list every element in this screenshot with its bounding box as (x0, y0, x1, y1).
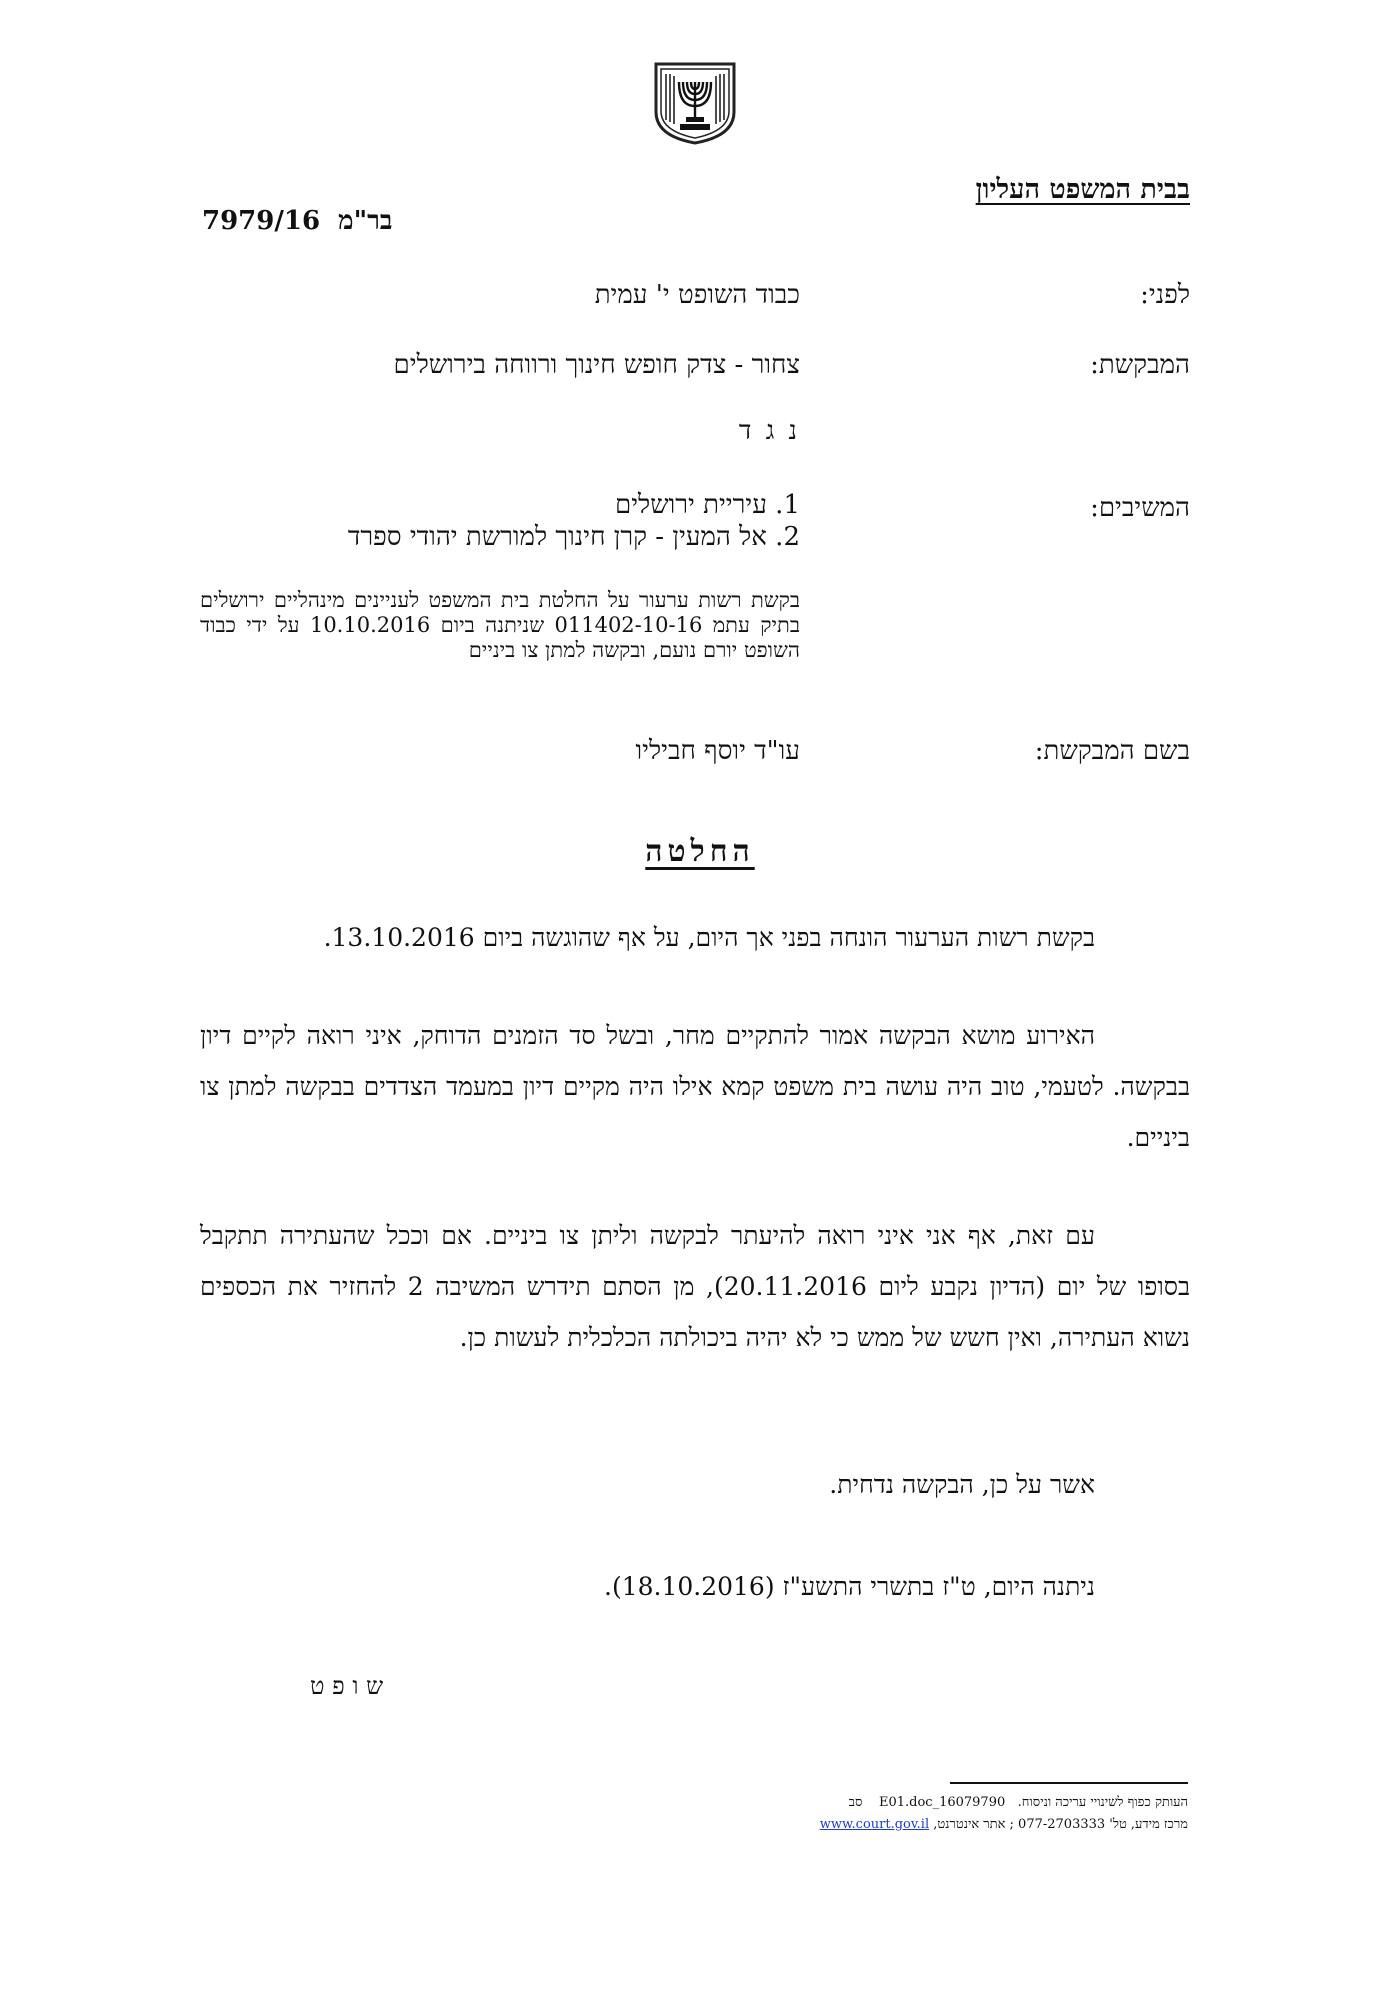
footer-note-1: העותק כפוף לשינויי עריכה וניסוח. (1017, 1795, 1188, 1810)
decision-paragraph-2: האירוע מושא הבקשה אמור להתקיים מחר, ובשל סד הזמנים הדוחק, איני רואה לקיים דיון בבקשה. לטעמי, טוב היה עושה בית משפט קמא אילו היה מקיים דיון במעמד הצדדים בבקשה למתן צו ביניים. (200, 1021, 1190, 1152)
decision-title (0, 834, 1400, 869)
judge-signature (310, 1672, 383, 1701)
applicant-value: צחור - צדק חופש חינוך ורווחה בירושלים (393, 350, 800, 380)
footer-file-code: סב (848, 1795, 863, 1810)
judge-signature-text: ש ו פ ט (310, 1672, 384, 1700)
footer-divider (950, 1782, 1188, 1784)
respondent-1: 1. עיריית ירושלים (615, 490, 800, 520)
respondents-label: המשיבים: (1090, 493, 1190, 523)
state-emblem-icon (650, 60, 740, 146)
footer-note-2: מרכז מידע, טל' 077-2703333 ; אתר אינטרנט, (933, 1817, 1188, 1832)
counsel-value: עו"ד יוסף חביליו (635, 736, 800, 766)
applicant-label: המבקשת: (1090, 350, 1190, 380)
request-description: בקשת רשות ערעור על החלטת בית המשפט לעניינים מינהליים ירושלים בתיק עתמ 011402-10-16 שניתנה ביום 10.10.2016 על ידי כבוד השופט יורם נועם, ובקשה למתן צו ביניים (200, 588, 800, 662)
court-name: בבית המשפט העליון (975, 174, 1190, 205)
footer-line-1 (849, 1794, 1188, 1810)
versus-text: נ ג ד (738, 416, 800, 446)
case-number-line (202, 206, 392, 236)
case-type: בר"מ (338, 206, 393, 236)
counsel-label: בשם המבקשת: (1034, 736, 1190, 766)
respondent-2: 2. אל המעין - קרן חינוך למורשת יהודי ספרד (347, 522, 800, 552)
decision-paragraph-1: בקשת רשות הערעור הונחה בפני אך היום, על אף שהוגשה ביום 13.10.2016. (323, 923, 1095, 952)
before-value: כבוד השופט י' עמית (594, 280, 800, 310)
court-website-link[interactable]: www.court.gov.il (819, 1817, 930, 1832)
case-number: 7979/16 (202, 206, 321, 236)
footer-line-2 (820, 1816, 1188, 1832)
decision-paragraph-3: עם זאת, אף אני איני רואה להיעתר לבקשה וליתן צו ביניים. אם וככל שהעתירה תתקבל בסופו של יום (הדיון נקבע ליום 20.11.2016), מן הסתם תידרש המשיבה 2 להחזיר את הכספים נשוא העתירה, ואין חשש של ממש כי לא יהיה ביכולתה הכלכלית לעשות כן. (200, 1221, 1190, 1352)
footer-file-name: 16079790_E01.doc (878, 1795, 1006, 1810)
decision-paragraph-4: אשר על כן, הבקשה נדחית. (829, 1470, 1095, 1499)
before-label: לפני: (1140, 280, 1190, 310)
given-date: ניתנה היום, ט"ז בתשרי התשע"ז (18.10.2016). (604, 1572, 1095, 1601)
decision-title-text: החלטה (645, 834, 755, 869)
